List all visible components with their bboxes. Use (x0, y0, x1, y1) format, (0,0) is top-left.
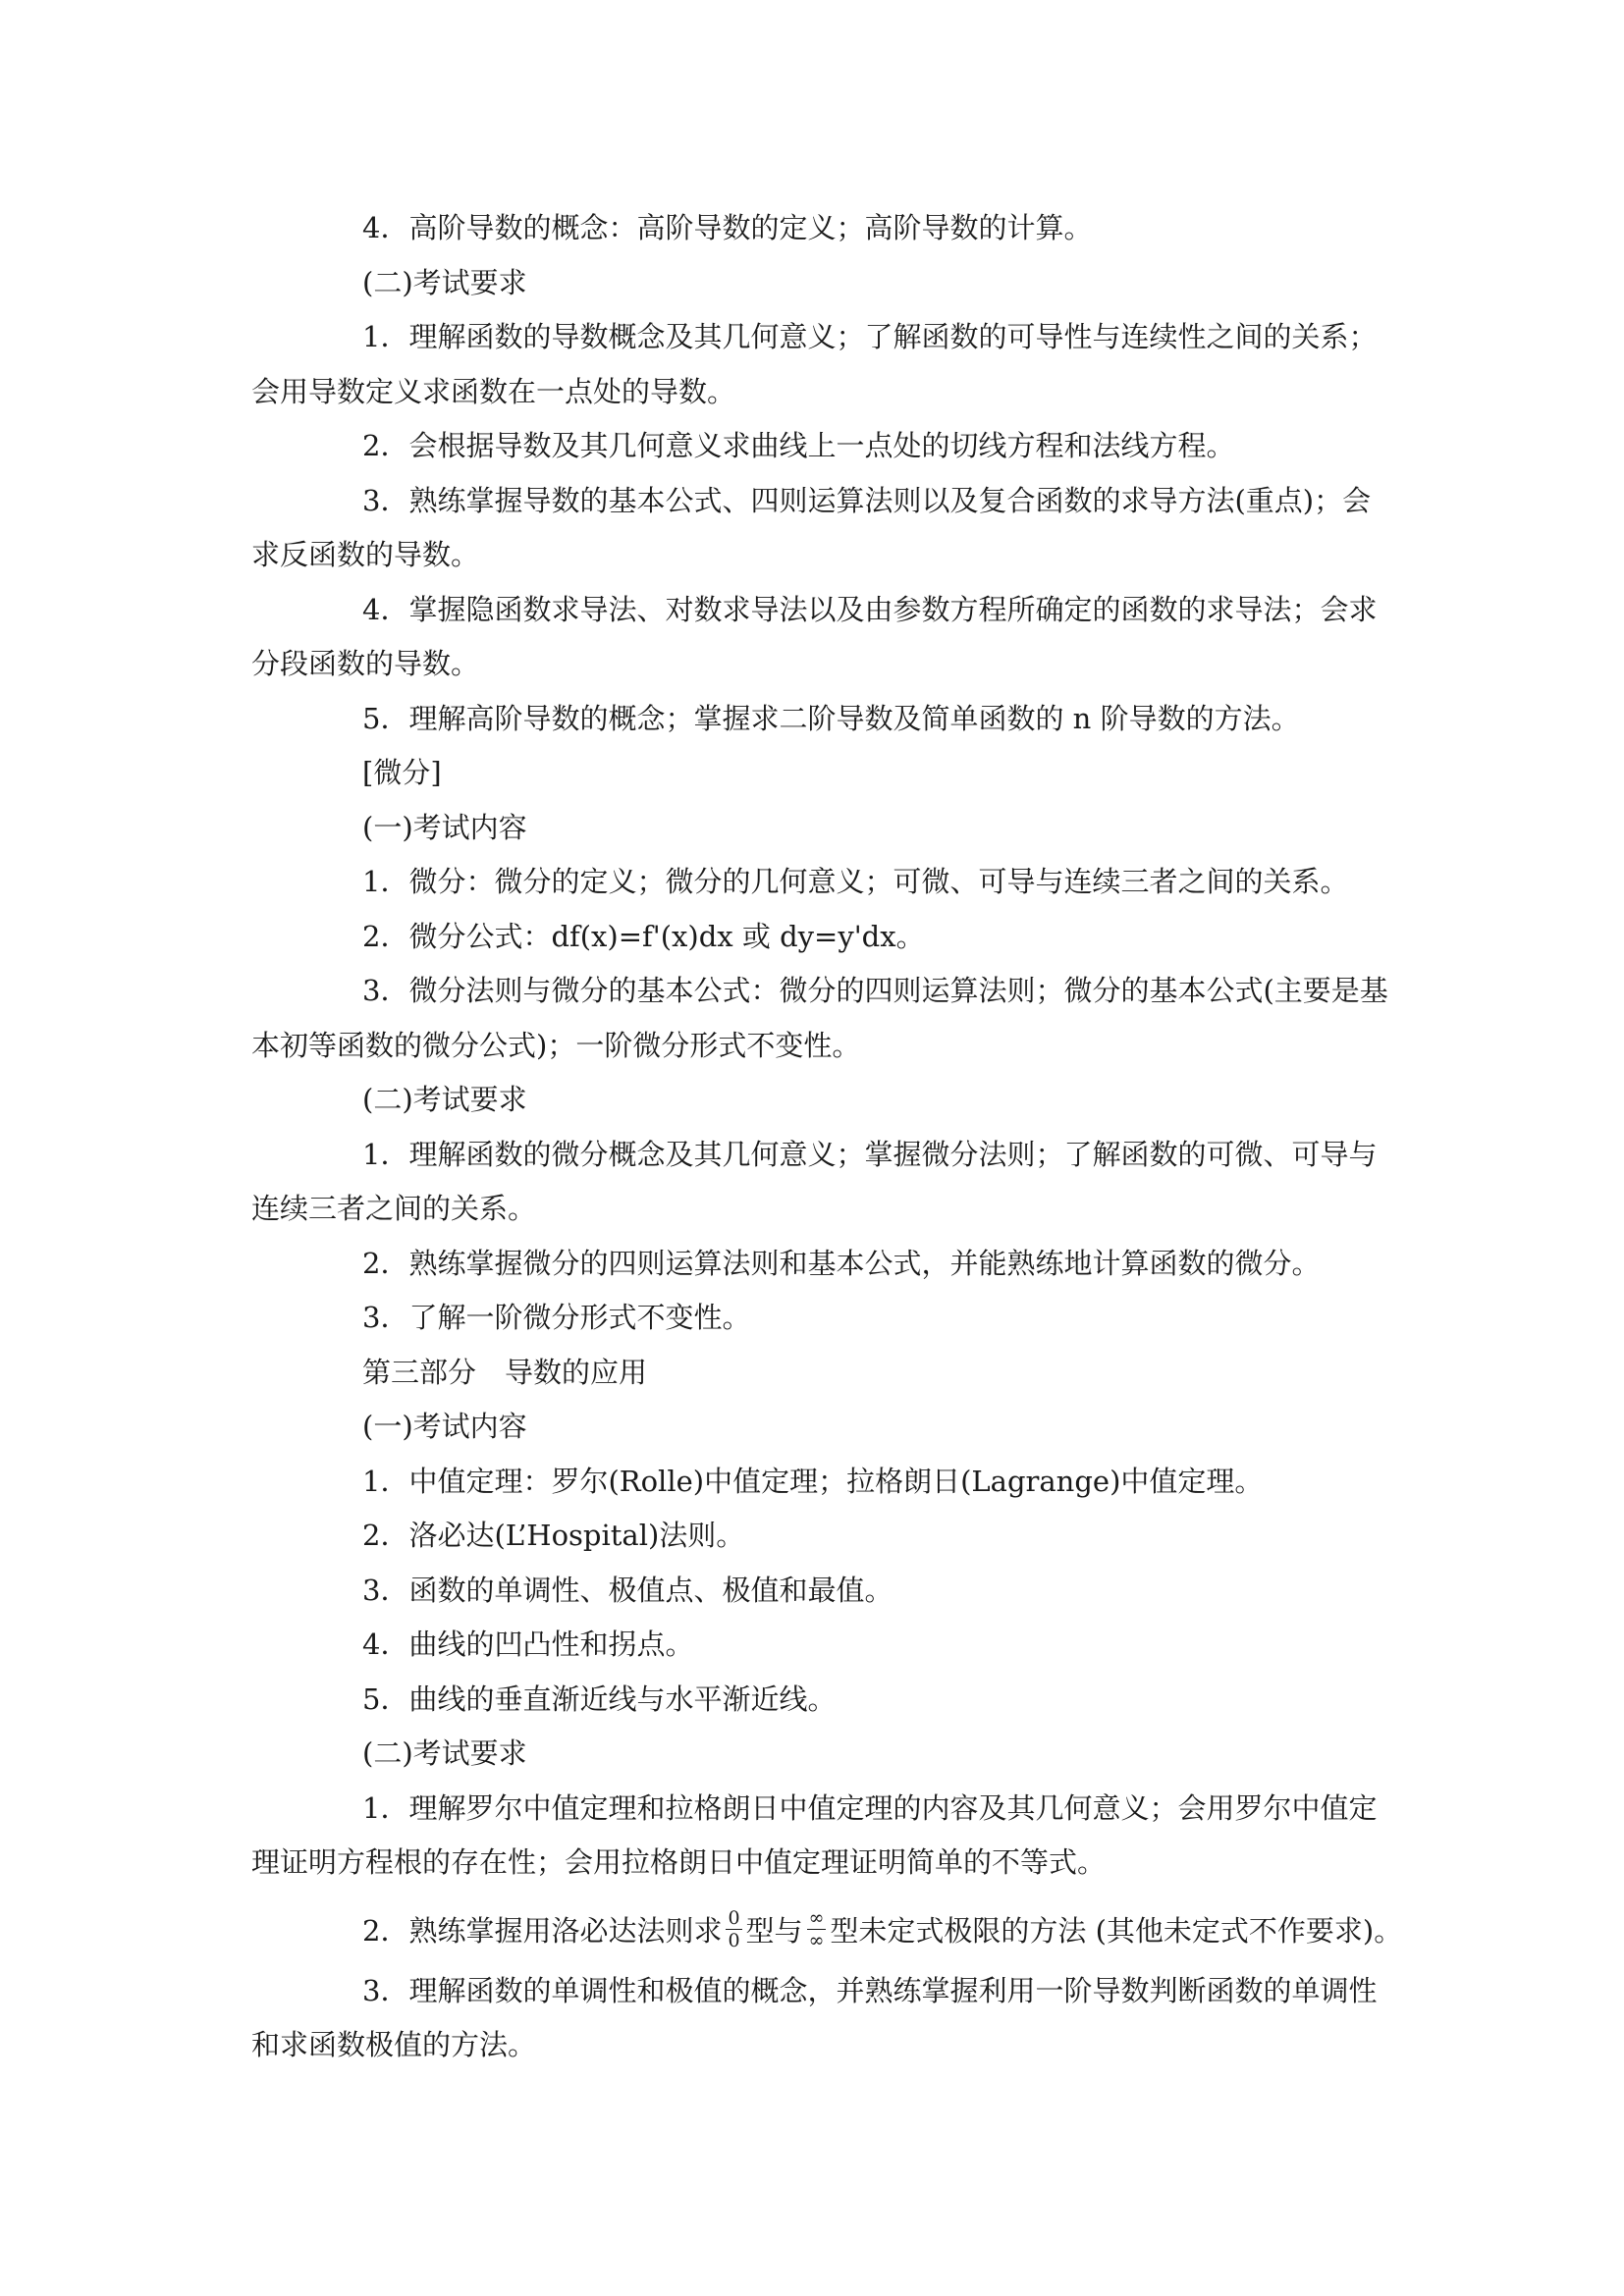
text-line: 4．曲线的凹凸性和拐点。 (362, 1628, 694, 1661)
text-block-tail (251, 1964, 1382, 2073)
text-line: 分段函数的导数。 (251, 647, 480, 680)
text-line: 3．理解函数的单调性和极值的概念，并熟练掌握利用一阶导数判断函数的单调性 (362, 1973, 1378, 2007)
text-line: 会用导数定义求函数在一点处的导数。 (251, 374, 736, 408)
text-line: [微分] (362, 756, 442, 789)
text-line: 2．洛必达(L’Hospital)法则。 (362, 1519, 745, 1552)
text-line: 2．微分公式：df(x)=f'(x)dx 或 dy=y'dx。 (362, 919, 925, 953)
text-line: 3．了解一阶微分形式不变性。 (362, 1301, 751, 1334)
text-line: (一)考试内容 (362, 1410, 527, 1443)
fraction-line-before: 2．熟练掌握用洛必达法则求 (362, 1913, 723, 1948)
text-block (251, 201, 1388, 1891)
text-line: 本初等函数的微分公式)；一阶微分形式不变性。 (251, 1028, 861, 1062)
text-line: 3．熟练掌握导数的基本公式、四则运算法则以及复合函数的求导方法(重点)；会 (362, 483, 1372, 517)
document-body (251, 201, 1403, 2073)
text-line: 连续三者之间的关系。 (251, 1192, 537, 1225)
text-line: 1．理解函数的微分概念及其几何意义；掌握微分法则；了解函数的可微、可导与 (362, 1137, 1378, 1171)
fraction-zero-over-zero (726, 1908, 741, 1950)
text-line: 1．中值定理：罗尔(Rolle)中值定理；拉格朗日(Lagrange)中值定理。 (362, 1464, 1264, 1498)
fraction-numerator: ∞ (808, 1907, 825, 1929)
text-line: 理证明方程根的存在性；会用拉格朗日中值定理证明简单的不等式。 (251, 1845, 1107, 1879)
text-line: 3．函数的单调性、极值点、极值和最值。 (362, 1573, 893, 1607)
text-line: 3．微分法则与微分的基本公式：微分的四则运算法则；微分的基本公式(主要是基 (362, 974, 1388, 1007)
text-line: 1．理解函数的导数概念及其几何意义；了解函数的可导性与连续性之间的关系； (362, 320, 1378, 353)
text-line-fraction (251, 1896, 1403, 1965)
fraction-line-middle: 型与 (745, 1913, 803, 1948)
fraction-denominator: 0 (728, 1930, 740, 1951)
text-line: (一)考试内容 (362, 810, 527, 844)
text-line: (二)考试要求 (362, 1736, 527, 1770)
text-line: 4．高阶导数的概念：高阶导数的定义；高阶导数的计算。 (362, 211, 1093, 244)
fraction-line-after: 型未定式极限的方法 (其他未定式不作要求)。 (830, 1913, 1403, 1948)
text-line: 4．掌握隐函数求导法、对数求导法以及由参数方程所确定的函数的求导法；会求 (362, 592, 1378, 626)
fraction-denominator: ∞ (808, 1930, 825, 1951)
text-line: 求反函数的导数。 (251, 538, 480, 571)
text-line: 5．理解高阶导数的概念；掌握求二阶导数及简单函数的 n 阶导数的方法。 (362, 701, 1300, 735)
text-line: (二)考试要求 (362, 265, 527, 299)
text-line: 5．曲线的垂直渐近线与水平渐近线。 (362, 1682, 837, 1716)
text-line: (二)考试要求 (362, 1083, 527, 1116)
fraction-infinity-over-infinity (807, 1908, 827, 1950)
text-line: 1．理解罗尔中值定理和拉格朗日中值定理的内容及其几何意义；会用罗尔中值定 (362, 1790, 1378, 1825)
text-line: 和求函数极值的方法。 (251, 2028, 537, 2061)
text-line: 2．会根据导数及其几何意义求曲线上一点处的切线方程和法线方程。 (362, 429, 1235, 462)
text-line: 第三部分 导数的应用 (362, 1355, 648, 1389)
text-line: 2．熟练掌握微分的四则运算法则和基本公式，并能熟练地计算函数的微分。 (362, 1246, 1321, 1280)
text-line: 1．微分：微分的定义；微分的几何意义；可微、可导与连续三者之间的关系。 (362, 865, 1349, 898)
fraction-numerator: 0 (728, 1907, 740, 1929)
